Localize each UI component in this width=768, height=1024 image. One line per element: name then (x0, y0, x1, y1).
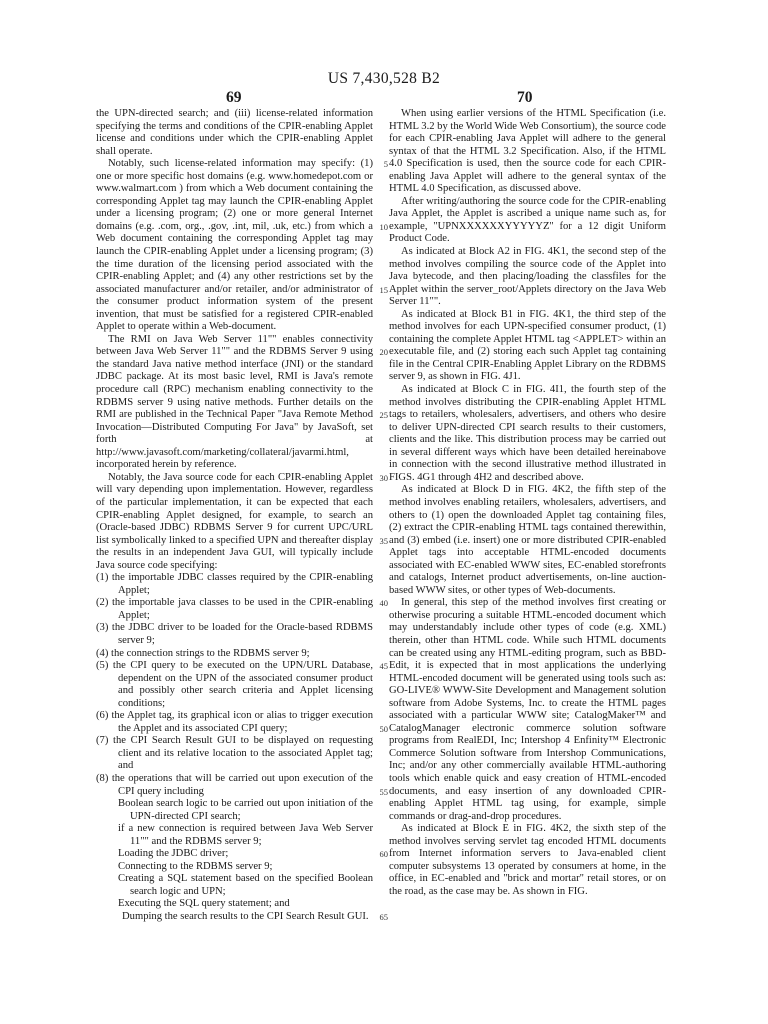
left-column-paragraph: if a new connection is required between Java Web Server 11"" and the RDBMS server 9; (118, 823, 373, 847)
right-column-paragraph: After writing/authoring the source code for the CPIR-enabling Java Applet, the Applet is ascribed a unique name such as, for example, "UPNXXXXXXYYYYYZ" for a 12 digit Uniform Product Code. (389, 195, 666, 245)
left-column-paragraph: Connecting to the RDBMS server 9; (118, 860, 273, 872)
line-number: 5 (383, 159, 388, 170)
left-column-paragraph: (7) the CPI Search Result GUI to be displayed on requesting client and its relative location to the associated Applet tag; and (96, 735, 373, 772)
left-column-paragraph: Loading the JDBC driver; (118, 848, 229, 860)
left-column-paragraph: (8) the operations that will be carried out upon execution of the CPI query including (96, 772, 373, 797)
left-column-paragraph: (3) the JDBC driver to be loaded for the Oracle-based RDBMS server 9; (96, 622, 373, 646)
right-column-paragraph: As indicated at Block E in FIG. 4K2, the sixth step of the method involves serving servlet tag encoded HTML documents from Internet information servers to Java-enabled client computer subsystems 13 operated by consumers at home, in the office, in EC-enabled and "brick and mortar" retail stores, or on the road, as the case may be. As shown in FIG. (389, 823, 666, 897)
left-column-paragraph: the UPN-directed search; and (iii) license-related information specifying the terms and conditions of the CPIR-enabling Applet license and conditions under which the CPIR-enabling Applet shall operate. (96, 108, 373, 157)
line-number: 35 (379, 535, 388, 546)
line-number: 45 (379, 661, 388, 672)
page-number-left: 69 (226, 89, 242, 106)
left-column-paragraph: (6) the Applet tag, its graphical icon or alias to trigger execution the Applet and its associated CPI query; (96, 710, 373, 734)
line-number: 65 (379, 912, 388, 923)
right-column-paragraph: As indicated at Block D in FIG. 4K2, the fifth step of the method involves enabling retailers, wholesalers, advertisers, and others to (1) open the downloaded Applet tag containing files, (2) extract the CPIR-enabling HTML tags contained therewithin, and (3) embed (i.e. insert) one or more distributed CPIR-enabled Applet tags into acceptable HTML-encoded documents associated with EC-enabled WWW sites, EC-enabled storefronts and catalogs, Internet product advertisements, on-line auction-based WWW sites, or other types of Web-documents. (389, 484, 666, 596)
line-number: 20 (379, 347, 388, 358)
line-number: 15 (379, 284, 388, 295)
page-number-right: 70 (517, 89, 533, 106)
right-column-paragraph: As indicated at Block B1 in FIG. 4K1, the third step of the method involves for each UPN-specified consumer product, (1) containing the complete Applet HTML tag <APPLET> within an executable file, and (2) storing each such Applet tag containing file in the Central CPIR-Enabling Applet Library on the RDBMS server 9, as shown in FIG. 4J1. (389, 308, 666, 383)
line-number: 25 (379, 410, 388, 421)
right-column-paragraph: When using earlier versions of the HTML Specification (i.e. HTML 3.2 by the World Wide Web Consortium), the source code for each CPIR-enabling Java Applet will adhere to the general syntax of that the HTML 3.2 Specification. Also, if the HTML 4.0 Specification is used, then the source code for each CPIR-enabling Java Applet will adhere to the general syntax of the HTML 4.0 Specification, as discussed above. (389, 108, 666, 195)
left-column-paragraph: Dumping the search results to the CPI Search Result GUI. (122, 911, 369, 922)
left-column-paragraph: Creating a SQL statement based on the specified Boolean search logic and UPN; (118, 873, 373, 897)
left-column-paragraph: (4) the connection strings to the RDBMS server 9; (96, 647, 310, 659)
line-number: 50 (379, 723, 388, 734)
right-text-column (389, 108, 666, 988)
line-number: 60 (379, 849, 388, 860)
left-column-paragraph: (5) the CPI query to be executed on the UPN/URL Database, dependent on the UPN of the associated consumer product and possibly other search criteria and Applet licensing conditions; (96, 660, 373, 709)
left-column-paragraph: Notably, the Java source code for each CPIR-enabling Applet will vary depending upon implementation. However, regardless of the particular implementation, it can be expected that each CPIR-enabling Applet designed, for example, to search an (Oracle-based JDBC) RDBMS Server 9 for current UPC/URL list symbolically linked to a specified UPN and thereafter display the results in an independent Java GUI, will typically include Java source code specifying: (96, 471, 373, 571)
line-number: 10 (379, 221, 388, 232)
line-number: 55 (379, 786, 388, 797)
line-number: 40 (379, 598, 388, 609)
left-text-column (96, 108, 373, 988)
right-column-paragraph: In general, this step of the method involves first creating or otherwise procuring a suitable HTML-encoded document which may understandably include other types of code (e.g. XML) therein, other than HTML code. While such HTML documents can be created using any HTML-editing program, such as BBD-Edit, it is expected that in most applications the underlying HTML-encoded document will be generated using tools such as: GO-LIVE® WWW-Site Development and Management solution software from Adobe Systems, Inc. to create the HTML pages associated with a particular WWW site; CatalogMaker™ and CatalogManager electronic commerce solution software programs from RealEDI, Inc; Intershop 4 Enfinity™ Electronic Commerce Solution software from Intershop Communications, Inc; and/or any other commercially available HTML-authoring tools which enable quick and easy creation of HTML-encoded documents, and easy insertion of any downloaded CPIR-enabling Applet HTML tag using, for example, simple commands or drag-and-drop procedures. (389, 597, 666, 822)
left-column-paragraph: The RMI on Java Web Server 11"" enables connectivity between Java Web Server 11"" and the RDBMS Server 9 using the standard Java native method interface (JNI) or the standard JDBC package. At its most basic level, RMI is Java's remote procedure call (RPC) mechanism enabling connectivity to the RDBMS server 9 using native methods. Further details on the RMI are published in the Technical Paper "Java Remote Method Invocation—Distributed Computing For Java" by JavaSoft, set forth at http://www.javasoft.com/marketing/collateral/javarmi.html, incorporated herein by reference. (96, 333, 373, 471)
left-column-paragraph: (1) the importable JDBC classes required by the CPIR-enabling Applet; (96, 572, 373, 596)
left-column-paragraph: (2) the importable java classes to be used in the CPIR-enabling Applet; (96, 597, 373, 621)
right-column-paragraph: As indicated at Block C in FIG. 4I1, the fourth step of the method involves distributing the CPIR-enabling Applet HTML tags to retailers, wholesalers, advertisers, and others who desire to deliver UPN-directed CPI search results to their customers, clients and the like. This distribution process may be carried out in several different ways which have been detailed hereinabove in connection with the second illustrative method illustrated in FIGS. 4G1 through 4H2 and described above. (389, 384, 666, 483)
left-column-paragraph: Boolean search logic to be carried out upon initiation of the UPN-directed CPI search; (118, 798, 373, 822)
left-column-paragraph: Notably, such license-related information may specify: (1) one or more specific host domains (e.g. www.homedepot.com or www.walmart.com ) from which a Web document containing the corresponding Applet tag may launch the CPIR-enabling Applet under a licensing program; (2) one or more general Internet domains (e.g. .com, org., .gov, .int, mil, .uk, etc.) from which a Web document containing the corresponding Applet tag may launch the CPIR-enabling Applet under a licensing program; (3) the time duration of the licensing period associated with the CPIR-enabling Applet; and (4) any other restrictions set by the associated manufacturer and/or retailer, and/or administrator of the consumer product information system of the present invention, that must be satisfied for a registered CPIR-enabled Applet to operate within a Web-document. (96, 158, 373, 333)
left-column-paragraph: Executing the SQL query statement; and (118, 898, 290, 910)
line-number: 30 (379, 472, 388, 483)
right-column-paragraph: As indicated at Block A2 in FIG. 4K1, the second step of the method involves compiling the source code of the Applet into Java bytecode, and then placing/loading the classfiles for the Applet within the server_root/Applets directory on the Java Web Server 11"". (389, 246, 666, 308)
patent-number: US 7,430,528 B2 (327, 70, 441, 87)
